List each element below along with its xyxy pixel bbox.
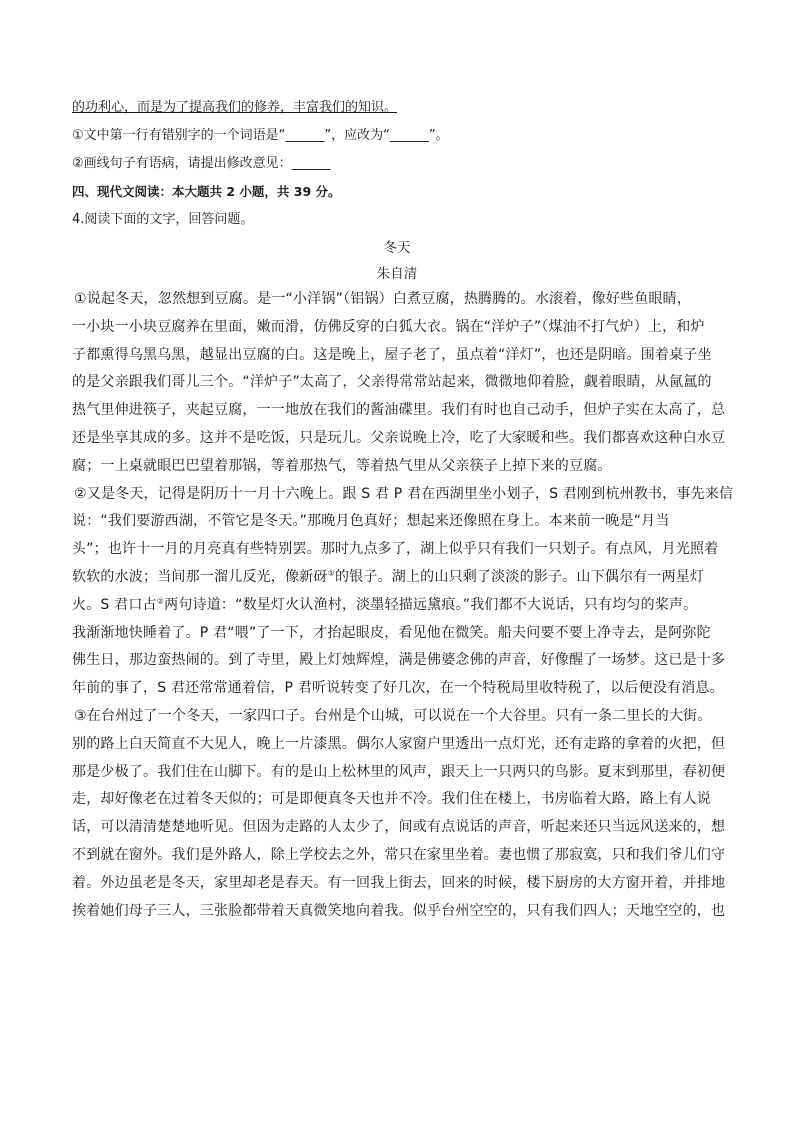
- text-line: 挨着她们母子三人，三张脸都带着天真微笑地向着我。似乎台州空空的，只有我们四人；天地空空的，也: [72, 902, 726, 919]
- text-line: 那是少极了。我们住在山脚下。有的是山上松林里的风声，跟天上一只两只的鸟影。夏末到那里，春初便: [72, 763, 726, 780]
- underlined-sentence: 的功利心，而是为了提高我们的修养，丰富我们的知识。: [72, 100, 398, 115]
- text-line: [72, 592, 722, 620]
- text-line: ①说起冬天，忽然想到豆腐。是一“小洋锅”（铝锅）白煮豆腐，热腾腾的。水滚着，像好些鱼眼睛，: [74, 291, 692, 307]
- footnote-marker-2: ②: [156, 596, 165, 606]
- document-page: [72, 100, 734, 925]
- text-line: ③在台州过了一个冬天，一家四口子。台州是个山城，可以说在一个大谷里。只有一条二里长的大街。: [74, 707, 712, 724]
- article-paragraph-1: [72, 286, 726, 481]
- text-line: 别的路上白天简直不大见人，晚上一片漆黑。偶尔人家窗户里透出一点灯光，还有走路的拿着的火把，但: [72, 735, 726, 752]
- article-paragraph-2: [72, 481, 734, 703]
- text-line: 不到就在窗外。我们是外路人，除上学校去之外，常只在家里坐着。妻也惯了那寂寞，只和我们爷儿们守: [72, 846, 726, 863]
- text-line: 头”；也许十一月的月亮真有些特别罢。那时九点多了，湖上似乎只有我们一只划子。有点风，月光照着: [72, 541, 719, 558]
- footnote-marker-1: ①: [327, 568, 335, 578]
- text-line: 佛生日，那边蛮热闹的。到了寺里，殿上灯烛辉煌，满是佛婆念佛的声音，好像醒了一场梦。这已是十多: [72, 652, 726, 669]
- article-title: 冬天: [383, 240, 411, 256]
- text-segment: 软软的水波；当间那一溜儿反光，像新砑: [72, 568, 328, 585]
- text-segment: 的银子。湖上的山只剩了淡淡的影子。山下偶尔有一两星灯: [334, 568, 705, 585]
- article-paragraph-3: [72, 703, 726, 925]
- text-line: ②又是冬天，记得是阴历十一月十六晚上。跟 S 君 P 君在西湖里坐小划子，S 君刚到杭州教书，事先来信: [74, 485, 734, 502]
- article-author: 朱自清: [376, 266, 418, 282]
- text-line: 热气里伸进筷子，夹起豆腐，一一地放在我们的酱油碟里。我们有时也自己动手，但炉子实在太高了，总: [72, 402, 726, 419]
- text-line: 说：“我们要游西湖，不管它是冬天。”那晚月色真好；想起来还像照在身上。本来前一晚是“月当: [72, 513, 670, 530]
- text-line: 年前的事了，S 君还常常通着信，P 君听说转变了好几次，在一个特税局里收特税了，以后便没有消息。: [72, 680, 724, 697]
- question-item-1: ①文中第一行有错别字的一个词语是“______”，应改为“______”。: [72, 128, 449, 143]
- text-line: 一小块一小块豆腐养在里面，嫩而滑，仿佛反穿的白狐大衣。锅在“洋炉子”（煤油不打气炉）上，和炉: [72, 318, 705, 335]
- question-prompt: 4.阅读下面的文字，回答问题。: [72, 212, 254, 227]
- text-line: [72, 564, 722, 592]
- text-line: 子都熏得乌黑乌黑，越显出豆腐的白。这是晚上，屋子老了，虽点着“洋灯”，也还是阴暗。围着桌子坐: [72, 346, 712, 363]
- text-line: 的是父亲跟我们哥儿三个。“洋炉子”太高了，父亲得常常站起来，微微地仰着脸，觑着眼睛，从氤氲的: [72, 374, 712, 391]
- text-line: 腐；一上桌就眼巴巴望着那锅，等着那热气，等着热气里从父亲筷子上掉下来的豆腐。: [72, 457, 612, 474]
- text-line: 走，却好像老在过着冬天似的；可是即便真冬天也并不冷。我们住在楼上，书房临着大路，路上有人说: [72, 791, 711, 808]
- text-line: 话，可以清清楚楚地听见。但因为走路的人太少了，间或有点说话的声音，听起来还只当远风送来的，想: [72, 819, 726, 836]
- question-item-2: ②画线句子有语病，请提出修改意见：______: [72, 156, 331, 171]
- text-segment: 两句诗道：“数星灯火认渔村，淡墨轻描远黛痕。”我们都不大说话，只有均匀的桨声。: [164, 596, 698, 613]
- text-line: 我渐渐地快睡着了。P 君“喂”了一下，才抬起眼皮，看见他在微笑。船夫问要不要上净寺去，是阿弥陀: [72, 624, 711, 641]
- text-line: 还是坐享其成的多。这并不是吃饭，只是玩儿。父亲说晚上冷，吃了大家暖和些。我们都喜欢这种白水豆: [72, 429, 726, 446]
- text-segment: 火。S 君口占: [72, 596, 157, 613]
- text-line: 着。外边虽老是冬天，家里却老是春天。有一回我上街去，回来的时候，楼下厨房的大方窗开着，并排地: [72, 874, 726, 891]
- section-heading: 四、现代文阅读：本大题共 2 小题，共 39 分。: [72, 184, 341, 199]
